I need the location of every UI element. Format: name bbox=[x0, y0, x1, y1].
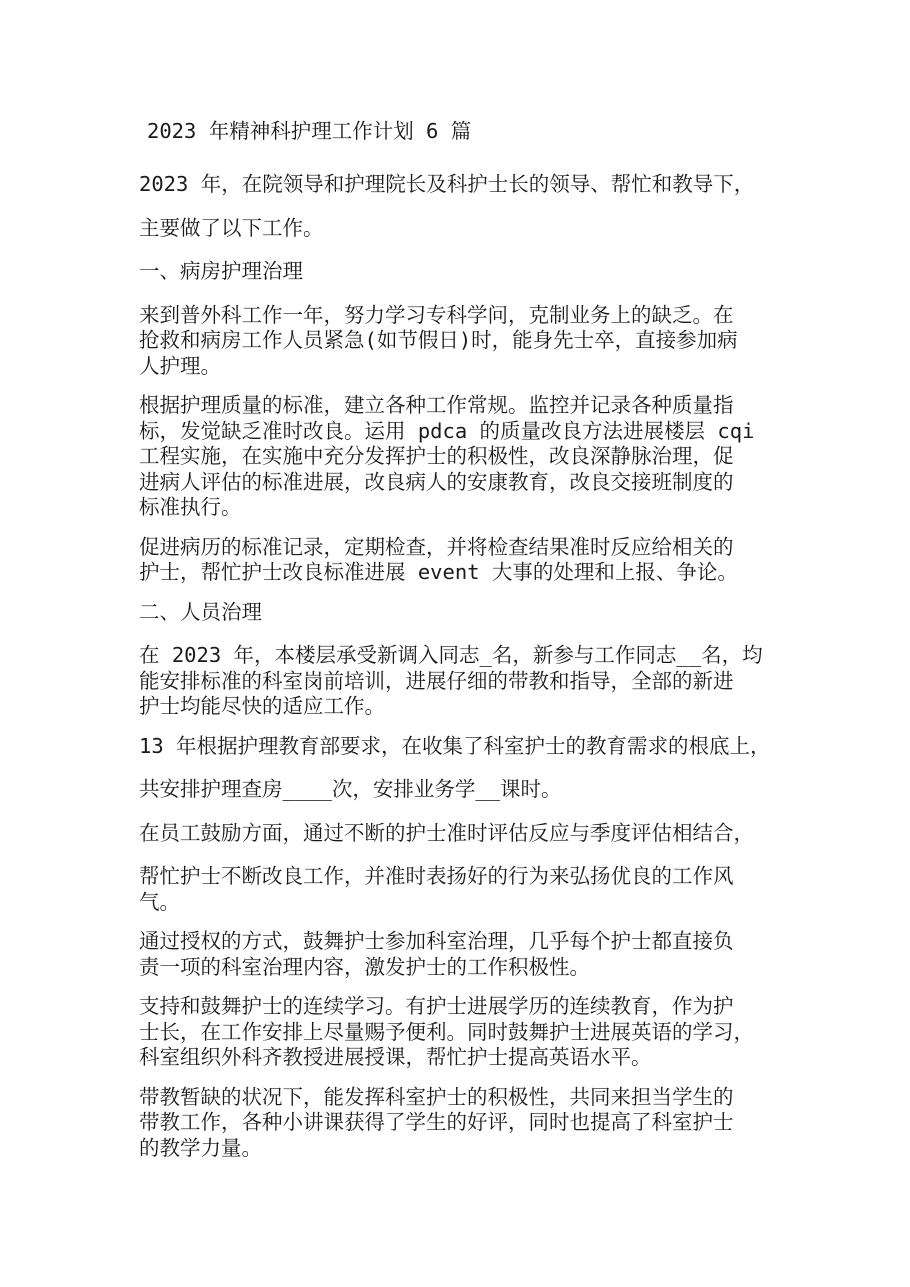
document-title: 2023 年精神科护理工作计划 6 篇 bbox=[147, 119, 472, 143]
paragraph: 通过授权的方式，鼓舞护士参加科室治理，几乎每个护士都直接负 责一项的科室治理内容，激发护士的工作积极性。 bbox=[139, 929, 734, 979]
paragraph: 支持和鼓舞护士的连续学习。有护士进展学历的连续教育，作为护 士长，在工作安排上尽量赐予便利。同时鼓舞护士进展英语的学习， 科室组织外科齐教授进展授课，帮忙护士提高英语水平。 bbox=[139, 994, 754, 1069]
section-heading-ward-management: 一、病房护理治理 bbox=[139, 259, 303, 283]
paragraph-intro-2: 主要做了以下工作。 bbox=[139, 215, 324, 240]
paragraph: 13 年根据护理教育部要求，在收集了科室护士的教育需求的根底上， bbox=[139, 733, 771, 758]
paragraph: 在员工鼓励方面，通过不断的护士准时评估反应与季度评估相结合， bbox=[139, 820, 754, 845]
paragraph: 根据护理质量的标准，建立各种工作常规。监控并记录各种质量指 标，发觉缺乏准时改良。运用 pdca 的质量改良方法进展楼层 cqi 工程实施，在实施中充分发挥护士的积极性，改良深静脉治理，促 进病人评估的标准进展，改良病人的安康教育，改良交接班制度的 标准执行。 bbox=[139, 393, 755, 519]
paragraph: 来到普外科工作一年，努力学习专科学问，克制业务上的缺乏。在 抢救和病房工作人员紧急(如节假日)时，能身先士卒，直接参加病 人护理。 bbox=[139, 302, 738, 378]
section-heading-staff-management: 二、人员治理 bbox=[139, 599, 262, 624]
paragraph: 帮忙护士不断改良工作，并准时表扬好的行为来弘扬优良的工作风 气。 bbox=[139, 864, 734, 914]
paragraph: 在 2023 年，本楼层承受新调入同志_名，新参与工作同志__名，均 能安排标准的科室岗前培训，进展仔细的带教和指导，全部的新进 护士均能尽快的适应工作。 bbox=[139, 643, 763, 718]
paragraph: 带教暂缺的状况下，能发挥科室护士的积极性，共同来担当学生的 带教工作，各种小讲课获得了学生的好评，同时也提高了科室护士 的教学力量。 bbox=[139, 1084, 734, 1160]
paragraph-intro-1: 2023 年，在院领导和护理院长及科护士长的领导、帮忙和教导下， bbox=[139, 172, 755, 196]
paragraph: 共安排护理查房____次，安排业务学__课时。 bbox=[139, 777, 562, 801]
paragraph: 促进病历的标准记录，定期检查，并将检查结果准时反应给相关的 护士，帮忙护士改良标准进展 event 大事的处理和上报、争论。 bbox=[139, 534, 738, 584]
